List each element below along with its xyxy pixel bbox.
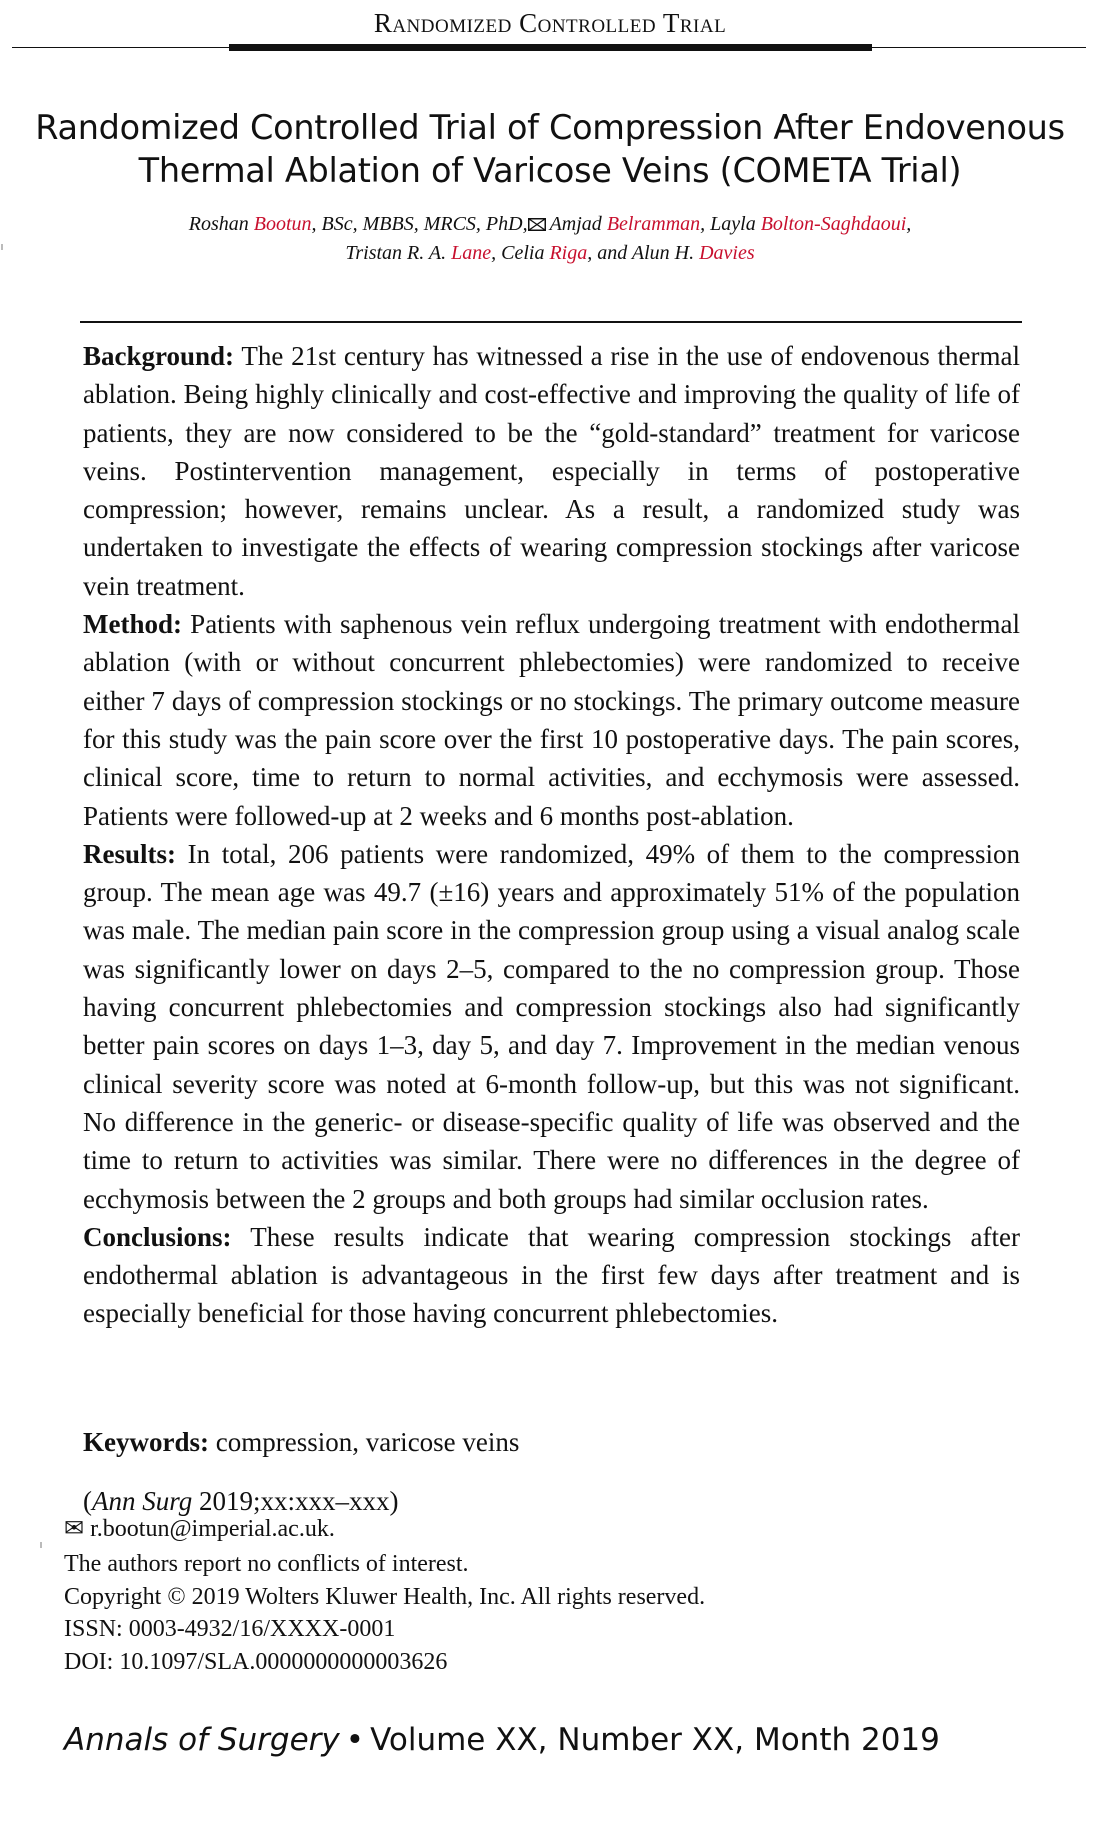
abstract-results [83, 835, 1020, 1218]
title-line-1: Randomized Controlled Trial of Compression After Endovenous [35, 108, 1065, 147]
title-line-2: Thermal Ablation of Varicose Veins (COMETA Trial) [138, 151, 962, 190]
margin-mark [40, 1542, 42, 1548]
author-given: , and Alun H. [587, 242, 700, 264]
abstract-conclusions [83, 1218, 1020, 1333]
conflicts-note: The authors report no conflicts of interest. [64, 1551, 469, 1577]
author-separator: , [906, 213, 912, 235]
journal-footer [64, 1722, 940, 1758]
issue-info: Volume XX, Number XX, Month 2019 [370, 1722, 940, 1758]
method-heading: Method: [83, 609, 182, 640]
mail-icon[interactable] [528, 218, 546, 231]
footnotes [64, 1548, 705, 1678]
background-heading: Background: [83, 341, 235, 371]
bullet-separator: • [345, 1722, 365, 1758]
author-list [0, 210, 1100, 268]
author-surname-link[interactable]: Bolton-Saghdaoui [760, 213, 907, 235]
email-footnote [64, 1516, 484, 1542]
issn-note: ISSN: 0003-4932/16/XXXX-0001 [64, 1616, 396, 1642]
article-title [0, 106, 1100, 192]
author-given: , Layla [700, 213, 761, 235]
author-surname-link[interactable]: Belramman [606, 213, 701, 235]
background-text: The 21st century has witnessed a rise in the use of endovenous thermal ablation. Being highly clinically and cost-effective and improving the quality of life of patients, they are now considered to be the “gold-standard” treatment for varicose veins. Postintervention management, especially in terms of postoperative compression; however, remains unclear. As a result, a randomized study was undertaken to investigate the effects of wearing compression stockings after varicose vein treatment. [83, 341, 1020, 601]
margin-mark [1, 244, 3, 250]
author-credentials: , BSc, MBBS, MRCS, PhD, [311, 213, 528, 235]
author-given: Tristan R. A. [345, 242, 452, 264]
results-heading: Results: [83, 838, 176, 869]
citation-journal: Ann Surg [92, 1486, 193, 1516]
author-surname-link[interactable]: Riga [549, 242, 588, 264]
abstract-rule [80, 321, 1022, 323]
section-label: Randomized Controlled Trial [373, 8, 727, 38]
email-link[interactable]: r.bootun@imperial.ac.uk. [90, 1516, 335, 1542]
keywords [83, 1423, 1020, 1461]
keywords-heading: Keywords: [83, 1427, 209, 1457]
conclusions-heading: Conclusions: [83, 1221, 232, 1252]
abstract [83, 337, 1020, 1333]
conclusions-text: These results indicate that wearing compression stockings after endothermal ablation is advantageous in the first few days after treatment and is especially beneficial for those having concurrent phlebectomies. [83, 1221, 1020, 1329]
method-text: Patients with saphenous vein reflux undergoing treatment with endothermal ablation (with or without concurrent phlebectomies) were randomized to receive either 7 days of compression stockings or no stockings. The primary outcome measure for this study was the pain score over the first 10 postoperative days. The pain scores, clinical score, time to return to normal activities, and ecchymosis were assessed. Patients were followed-up at 2 weeks and 6 months post-ablation. [83, 609, 1020, 831]
abstract-background [83, 337, 1020, 605]
author-line-2 [0, 239, 1100, 268]
doi-link[interactable]: DOI: 10.1097/SLA.0000000000003626 [64, 1648, 448, 1675]
citation-rest: 2019;xx:xxx–xxx) [192, 1486, 399, 1516]
citation-open: ( [83, 1486, 92, 1516]
keywords-text: compression, varicose veins [208, 1427, 520, 1457]
author-line-1 [0, 210, 1100, 239]
author-given: , Celia [491, 242, 550, 264]
header-rule-bar [229, 44, 872, 51]
author-surname-link[interactable]: Davies [699, 242, 755, 264]
author-surname-link[interactable]: Lane [451, 242, 492, 264]
author-given: Roshan [188, 213, 254, 235]
author-given: Amjad [549, 213, 607, 235]
mail-icon: ✉ [64, 1516, 91, 1542]
journal-name: Annals of Surgery [64, 1722, 340, 1758]
abstract-method [83, 605, 1020, 835]
copyright-note: Copyright © 2019 Wolters Kluwer Health, Inc. All rights reserved. [64, 1583, 706, 1610]
author-surname-link[interactable]: Bootun [253, 213, 312, 235]
results-text: In total, 206 patients were randomized, 49% of them to the compression group. The mean age was 49.7 (±16) years and approximately 51% of the population was male. The median pain score in the compression group using a visual analog scale was significantly lower on days 2–5, compared to the no compression group. Those having concurrent phlebectomies and compression stockings also had significantly better pain scores on days 1–3, day 5, and day 7. Improvement in the median venous clinical severity score was noted at 6-month follow-up, but this was not significant. No difference in the generic- or disease-specific quality of life was observed and the time to return to activities was similar. There were no differences in the degree of ecchymosis between the 2 groups and both groups had similar occlusion rates. [83, 838, 1020, 1214]
